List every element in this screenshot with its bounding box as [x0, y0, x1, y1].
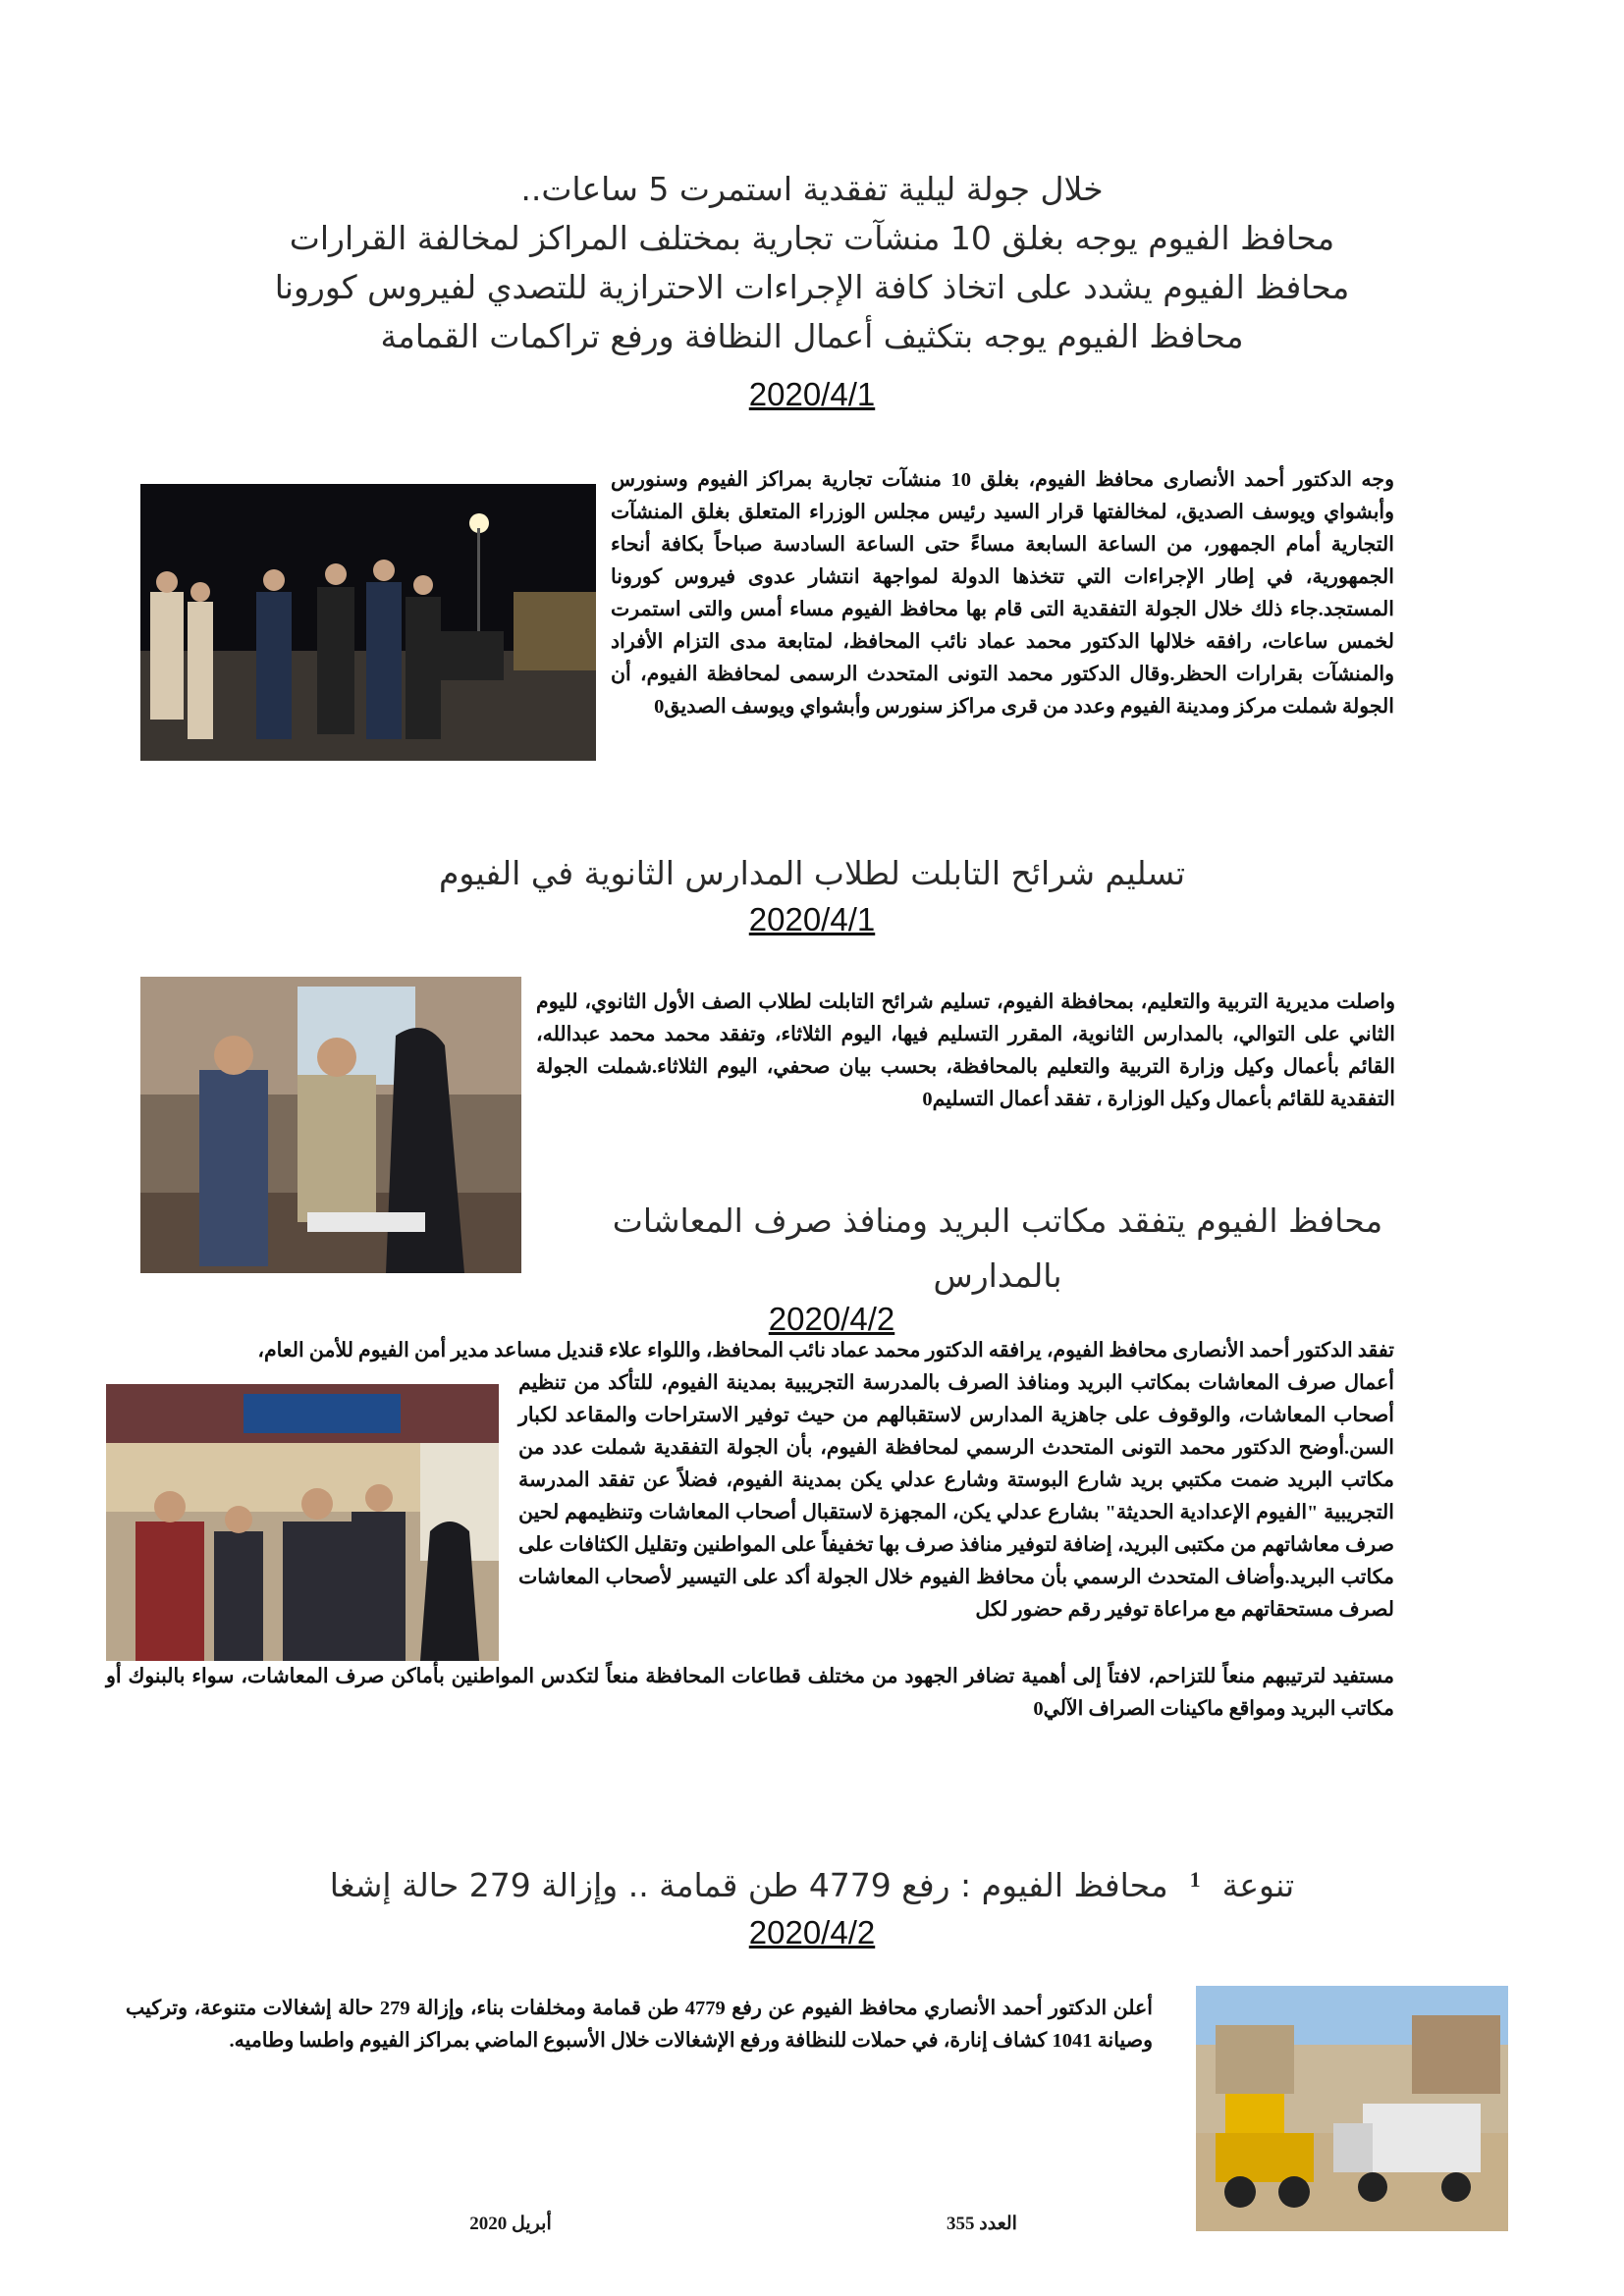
article3-body-bottom: مستفيد لترتيبهم منعاً للتزاحم، لافتاً إلى أهمية تضافر الجهود من مختلف قطاعات المحافظة منعاً لتكدس المواطنين بأماكن صرف المعاشات، سواء بالبنوك أو مكاتب البريد ومواقع ماكينات الصراف الآلي0 — [106, 1666, 1394, 1720]
article1-body: وجه الدكتور أحمد الأنصارى محافظ الفيوم، بغلق 10 منشآت تجارية بمراكز الفيوم وسنورس وأبشواي ويوسف الصديق، لمخالفتها قرار السيد رئيس مجلس الوزراء المتعلق بغلق المنشآت التجارية أمام الجمهور، من الساعة السابعة مساءً حتى الساعة السادسة صباحاً بكافة أنحاء الجمهورية، في إطار الإجراءات التي تتخذها الدولة لمواجهة انتشار عدوى فيروس كورونا المستجد.جاء ذلك خلال الجولة التفقدية التى قام بها محافظ الفيوم مساء أمس والتى استمرت لخمس ساعات، رافقه خلالها الدكتور محمد عماد نائب المحافظ، لمتابعة مدى التزام الأفراد والمنشآت بقرارات الحظر.وقال الدكتور محمد التونى المتحدث الرسمى لمحافظة الفيوم، أن الجولة شملت مركز ومدينة الفيوم وعدد من قرى مراكز سنورس وأبشواي ويوسف الصديق0 — [611, 469, 1394, 718]
superscript-mark: 1 — [1189, 1867, 1201, 1892]
article2-date: 2020/4/1 — [748, 901, 876, 937]
article2-headline: تسليم شرائح التابلت لطلاب المدارس الثانوية في الفيوم — [438, 854, 1186, 892]
article4-body: أعلن الدكتور أحمد الأنصاري محافظ الفيوم عن رفع 4779 طن قمامة ومخلفات بناء، وإزالة 279 حالة إشغالات متنوعة، وتركيب وصيانة 1041 كشاف إنارة، في حملات للنظافة ورفع الإشغالات خلال الأسبوع الماضي بمراكز الفيوم واطسا وطاميه. — [126, 1998, 1153, 2052]
headline-text: تنوعة — [1221, 1866, 1295, 1904]
article3-date: 2020/4/2 — [768, 1301, 895, 1337]
headline-line: محافظ الفيوم يوجه بغلق 10 منشآت تجارية بمختلف المراكز لمخالفة القرارات — [289, 219, 1335, 257]
headline-line: خلال جولة ليلية تفقدية استمرت 5 ساعات.. — [520, 170, 1104, 208]
article3-body-top: تفقد الدكتور أحمد الأنصارى محافظ الفيوم، يرافقه الدكتور محمد عماد نائب المحافظ، واللواء علاء قنديل مساعد مدير أمن الفيوم للأمن العام، — [257, 1340, 1394, 1362]
post-office-photo — [106, 1384, 499, 1661]
headline-text: محافظ الفيوم : رفع 4779 طن قمامة .. وإزالة 279 حالة إشغا — [329, 1866, 1168, 1904]
headline-line: بالمدارس — [933, 1256, 1062, 1295]
tablet-delivery-photo — [140, 977, 521, 1273]
headline-line: محافظ الفيوم يتفقد مكاتب البريد ومنافذ صرف المعاشات — [612, 1201, 1383, 1240]
headline-line: محافظ الفيوم يوجه بتكثيف أعمال النظافة ورفع تراكمات القمامة — [380, 317, 1244, 355]
article3-body-side: أعمال صرف المعاشات بمكاتب البريد ومنافذ الصرف بالمدرسة التجريبية بمدينة الفيوم، للتأكد من تنظيم أصحاب المعاشات، والوقوف على جاهزية المدارس لاستقبالهم من حيث توفير الاستراحات والمقاعد لكبار السن.أوضح الدكتور محمد التونى المتحدث الرسمي لمحافظة الفيوم، بأن الجولة التفقدية شملت عدد من مكاتب البريد ضمت مكتبي بريد شارع البوستة وشارع عدلي يكن بمدينة الفيوم، فضلاً عن تفقد المدرسة التجريبية "الفيوم الإعدادية الحديثة" بشارع عدلي يكن، المجهزة لاستقبال أصحاب المعاشات وتنظيمهم لحين صرف معاشاتهم من مكتبى البريد، إضافة لتوفير منافذ صرف بها تخفيفاً على المواطنين وتقليل الكثافات على مكاتب البريد.وأضاف المتحدث الرسمي بأن محافظ الفيوم خلال الجولة أكد على التيسير لأصحاب المعاشات لصرف مستحقاتهم مع مراعاة توفير رقم حضور لكل — [518, 1372, 1394, 1621]
article4-date: 2020/4/2 — [748, 1914, 876, 1950]
garbage-removal-photo — [1196, 1986, 1508, 2231]
article1-date: 2020/4/1 — [748, 376, 876, 412]
footer-month: أبريل 2020 — [469, 2214, 552, 2234]
article3-headline — [546, 1194, 1449, 1304]
article2-body: واصلت مديرية التربية والتعليم، بمحافظة الفيوم، تسليم شرائح التابلت لطلاب الصف الأول الثانوي، لليوم الثاني على التوالي، بالمدارس الثانوية، المقرر التسليم فيها، اليوم الثلاثاء، وتفقد محمد محمد عبدالله، القائم بأعمال وكيل وزارة التربية والتعليم بالمحافظة، بحسب بيان صحفي، اليوم الثلاثاء.شملت الجولة التفقدية للقائم بأعمال وكيل الوزارة ، تفقد أعمال التسليم0 — [536, 991, 1395, 1110]
headline-line: محافظ الفيوم يشدد على اتخاذ كافة الإجراءات الاحترازية للتصدي لفيروس كورونا — [274, 268, 1350, 306]
footer-issue: العدد 355 — [947, 2214, 1017, 2234]
article4-headline — [245, 1861, 1379, 1910]
article1-headlines — [147, 165, 1477, 361]
night-inspection-photo — [140, 484, 596, 761]
